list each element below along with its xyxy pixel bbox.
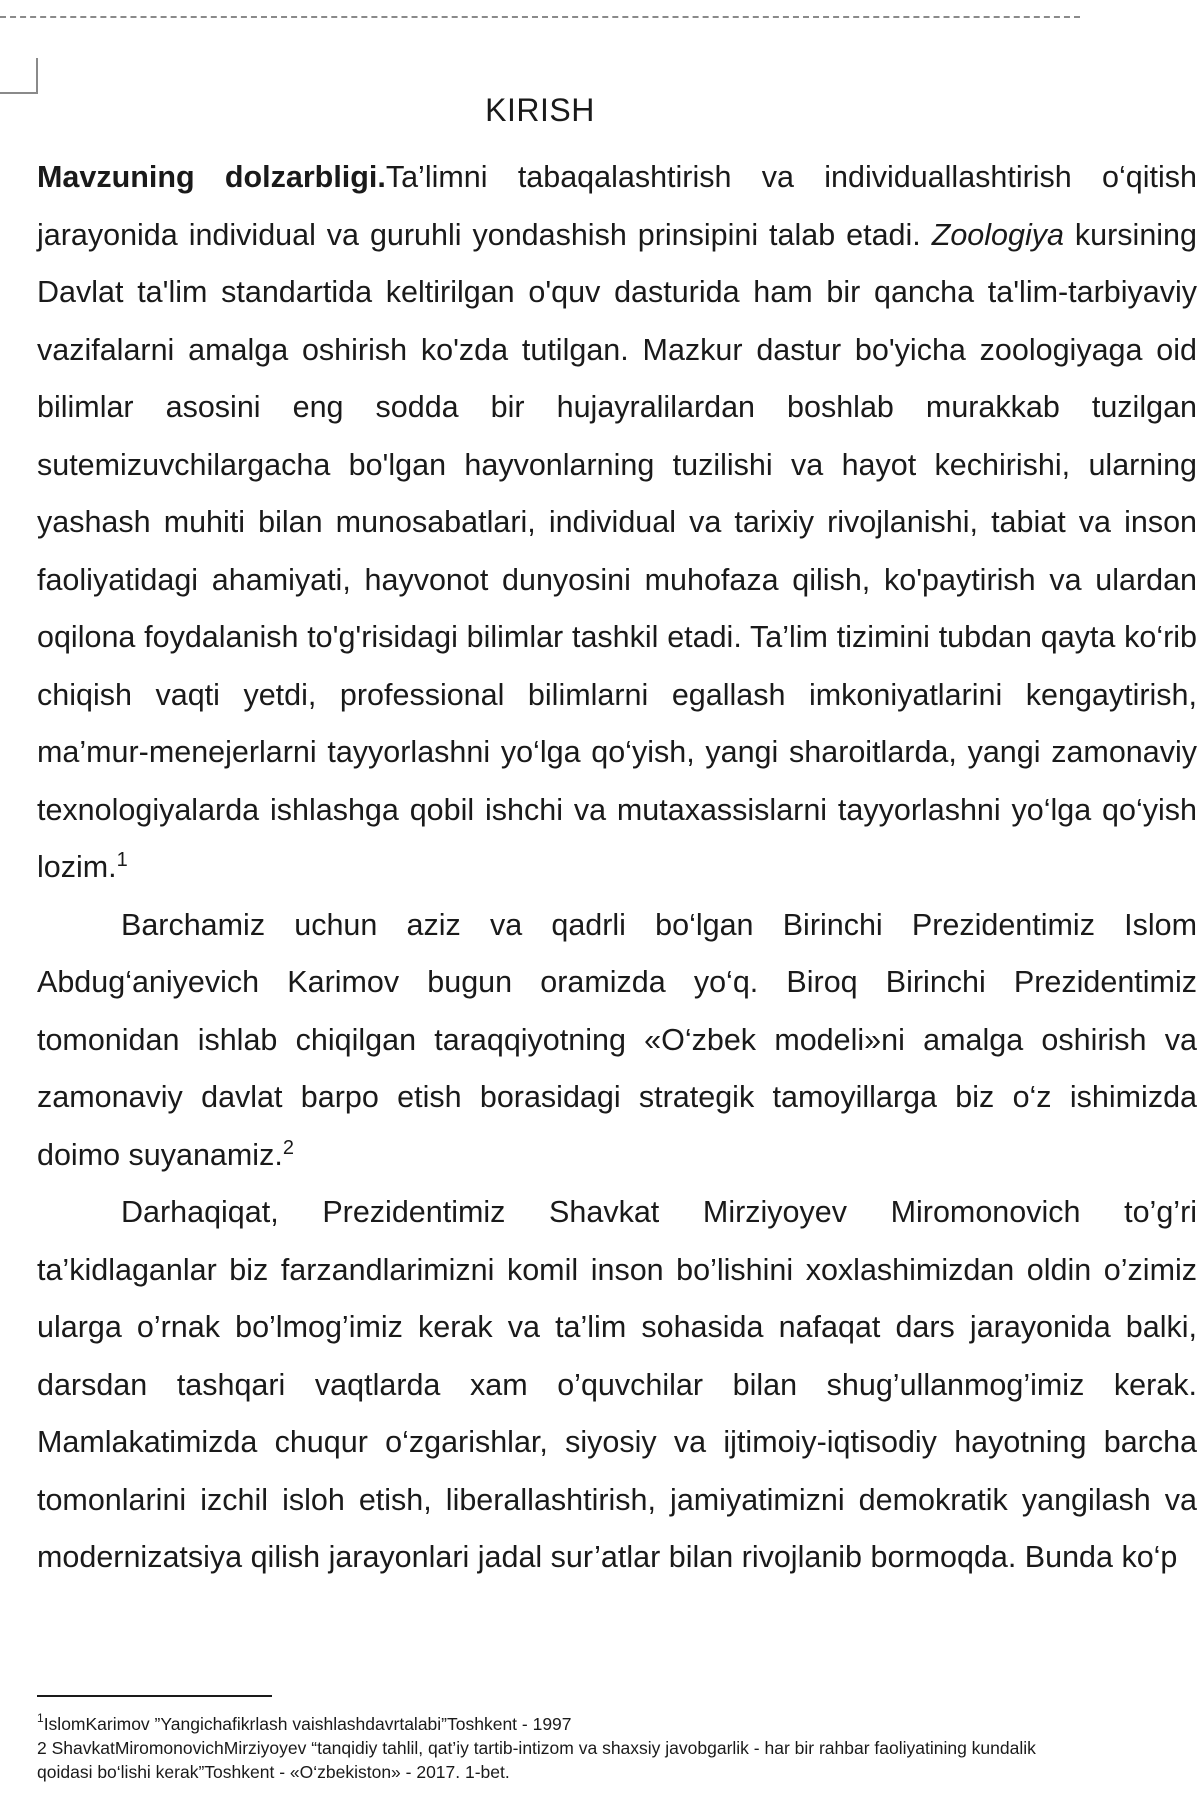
paragraph-first-president bbox=[37, 897, 1197, 1185]
footnote-2-continued: qoidasi bo‘lishi kerak”Toshkent - «O‘zbekiston» - 2017. 1-bet. bbox=[37, 1762, 510, 1782]
footnote-text: IslomKarimov ”Yangichafikrlash vaishlashdavrtalabi”Toshkent - 1997 bbox=[43, 1714, 572, 1734]
footnote-reference[interactable]: 2 bbox=[282, 1136, 294, 1159]
footnote-1 bbox=[37, 1712, 1117, 1736]
footnote-mark: 1 bbox=[37, 1711, 44, 1725]
page-corner-mark bbox=[0, 58, 38, 94]
footnote-reference[interactable]: 1 bbox=[116, 848, 128, 871]
footnotes bbox=[37, 1712, 1117, 1784]
footnote-2: 2 ShavkatMiromonovichMirziyoyev “tanqidiy tahlil, qat’iy tartib-intizom va shaxsiy javobgarlik - har bir rahbar faoliyatining kundalik bbox=[37, 1738, 1036, 1758]
paragraph-lead: Mavzuning dolzarbligi. bbox=[37, 160, 386, 194]
paragraph-text: Darhaqiqat, Prezidentimiz Shavkat Mirziyoyev Miromonovich to’g’ri ta’kidlaganlar biz farzandlarimizni komil inson bo’lishini xoxlashimizdan oldin o’zimiz ularga o’rnak bo’lmog’imiz kerak va ta’lim sohasida nafaqat dars jarayonida balki, darsdan tashqari vaqtlarda xam o’quvchilar bilan shug’ullanmog’imiz kerak. Mamlakatimizda chuqur o‘zgarishlar, siyosiy va ijtimoiy-iqtisodiy hayotning barcha tomonlarini izchil isloh etish, liberallashtirish, jamiyatimizni demokratik yangilash va modernizatsiya qilish jarayonlari jadal sur’atlar bilan rivojlanib bormoqda. Bunda ko‘p bbox=[37, 1195, 1197, 1574]
page-boundary-dashes bbox=[0, 16, 1080, 18]
paragraph-president bbox=[37, 1184, 1197, 1587]
document-body bbox=[37, 149, 1197, 1587]
paragraph-text: kursining Davlat ta'lim standartida keltirilgan o'quv dasturida ham bir qancha ta'lim-tarbiyaviy vazifalarni amalga oshirish ko'zda tutilgan. Mazkur dastur bo'yicha zoologiyaga oid bilimlar asosini eng sodda bir hujayralilardan boshlab murakkab tuzilgan sutemizuvchilargacha bo'lgan hayvonlarning tuzilishi va hayot kechirishi, ularning yashash muhiti bilan munosabatlari, individual va tarixiy rivojlanishi, tabiat va inson faoliyatidagi ahamiyati, hayvonot dunyosini muhofaza qilish, ko'paytirish va ulardan oqilona foydalanish to'g'risidagi bilimlar tashkil etadi. Ta’lim tizimini tubdan qayta ko‘rib chiqish vaqti yetdi, professional bilimlarni egallash imkoniyatlarini kengaytirish, ma’mur-menejerlarni tayyorlashni yo‘lga qo‘yish, yangi sharoitlarda, yangi zamonaviy texnologiyalarda ishlashga qobil ishchi va mutaxassislarni tayyorlashni yo‘lga qo‘yish lozim. bbox=[37, 217, 1197, 884]
paragraph-relevance bbox=[37, 149, 1197, 897]
page-title: KIRISH bbox=[485, 92, 595, 128]
paragraph-text: Barchamiz uchun aziz va qadrli bo‘lgan Birinchi Prezidentimiz Islom Abdug‘aniyevich Karimov bugun oramizda yo‘q. Biroq Birinchi Prezidentimiz tomonidan ishlab chiqilgan taraqqiyotning «O‘zbek modeli»ni amalga oshirish va zamonaviy davlat barpo etish borasidagi strategik tamoyillarga biz o‘z ishimizda doimo suyanamiz. bbox=[37, 907, 1197, 1172]
italic-term: Zoologiya bbox=[931, 217, 1064, 252]
footnote-separator bbox=[37, 1695, 272, 1697]
paragraph-text: Ta’limni tabaqalashtirish va individuallashtirish o‘qitish jarayonida individual va guruhli yondashish prinsipini talab etadi. bbox=[37, 160, 1197, 252]
